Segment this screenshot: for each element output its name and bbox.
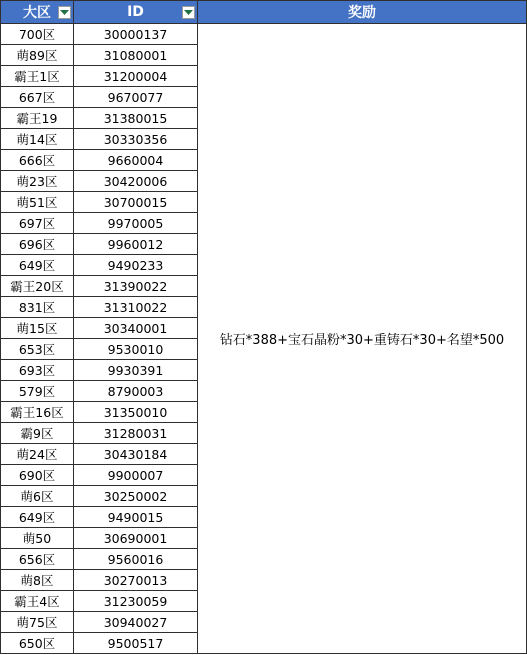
id-cell[interactable]: 9530010 bbox=[74, 339, 198, 360]
id-cell[interactable]: 9660004 bbox=[74, 150, 198, 171]
id-cell[interactable]: 31390022 bbox=[74, 276, 198, 297]
region-cell[interactable]: 霸王4区 bbox=[1, 591, 74, 612]
table-row bbox=[1, 24, 527, 45]
region-cell[interactable]: 萌23区 bbox=[1, 171, 74, 192]
region-cell[interactable]: 700区 bbox=[1, 24, 74, 45]
id-cell[interactable]: 31230059 bbox=[74, 591, 198, 612]
region-cell[interactable]: 萌50 bbox=[1, 528, 74, 549]
id-cell[interactable]: 8790003 bbox=[74, 381, 198, 402]
header-region[interactable] bbox=[1, 1, 74, 24]
id-cell[interactable]: 9970005 bbox=[74, 213, 198, 234]
region-cell[interactable]: 萌14区 bbox=[1, 129, 74, 150]
region-cell[interactable]: 萌6区 bbox=[1, 486, 74, 507]
region-cell[interactable]: 霸9区 bbox=[1, 423, 74, 444]
id-cell[interactable]: 30000137 bbox=[74, 24, 198, 45]
header-region-label: 大区 bbox=[23, 5, 51, 21]
region-cell[interactable]: 693区 bbox=[1, 360, 74, 381]
region-cell[interactable]: 霸王1区 bbox=[1, 66, 74, 87]
region-cell[interactable]: 697区 bbox=[1, 213, 74, 234]
filter-dropdown-icon[interactable] bbox=[182, 6, 195, 19]
id-cell[interactable]: 31310022 bbox=[74, 297, 198, 318]
region-cell[interactable]: 萌51区 bbox=[1, 192, 74, 213]
region-cell[interactable]: 696区 bbox=[1, 234, 74, 255]
region-cell[interactable]: 656区 bbox=[1, 549, 74, 570]
header-id-label: ID bbox=[127, 4, 144, 20]
id-cell[interactable]: 30700015 bbox=[74, 192, 198, 213]
filter-dropdown-icon[interactable] bbox=[58, 6, 71, 19]
id-cell[interactable]: 30420006 bbox=[74, 171, 198, 192]
id-cell[interactable]: 30250002 bbox=[74, 486, 198, 507]
id-cell[interactable]: 30340001 bbox=[74, 318, 198, 339]
id-cell[interactable]: 31080001 bbox=[74, 45, 198, 66]
region-cell[interactable]: 霸王19 bbox=[1, 108, 74, 129]
header-id[interactable] bbox=[74, 1, 198, 24]
region-cell[interactable]: 649区 bbox=[1, 507, 74, 528]
reward-cell[interactable]: 钻石*388+宝石晶粉*30+重铸石*30+名望*500 bbox=[198, 24, 527, 654]
region-cell[interactable]: 萌8区 bbox=[1, 570, 74, 591]
region-cell[interactable]: 831区 bbox=[1, 297, 74, 318]
id-cell[interactable]: 9560016 bbox=[74, 549, 198, 570]
region-cell[interactable]: 萌24区 bbox=[1, 444, 74, 465]
region-cell[interactable]: 653区 bbox=[1, 339, 74, 360]
id-cell[interactable]: 9490015 bbox=[74, 507, 198, 528]
region-cell[interactable]: 萌89区 bbox=[1, 45, 74, 66]
region-cell[interactable]: 667区 bbox=[1, 87, 74, 108]
id-cell[interactable]: 9930391 bbox=[74, 360, 198, 381]
id-cell[interactable]: 9490233 bbox=[74, 255, 198, 276]
id-cell[interactable]: 30270013 bbox=[74, 570, 198, 591]
id-cell[interactable]: 9900007 bbox=[74, 465, 198, 486]
region-cell[interactable]: 萌75区 bbox=[1, 612, 74, 633]
region-cell[interactable]: 666区 bbox=[1, 150, 74, 171]
id-cell[interactable]: 9500517 bbox=[74, 633, 198, 654]
region-cell[interactable]: 579区 bbox=[1, 381, 74, 402]
header-reward-label: 奖励 bbox=[348, 5, 376, 21]
id-cell[interactable]: 9670077 bbox=[74, 87, 198, 108]
id-cell[interactable]: 30430184 bbox=[74, 444, 198, 465]
id-cell[interactable]: 30940027 bbox=[74, 612, 198, 633]
id-cell[interactable]: 31350010 bbox=[74, 402, 198, 423]
id-cell[interactable]: 31280031 bbox=[74, 423, 198, 444]
id-cell[interactable]: 31380015 bbox=[74, 108, 198, 129]
region-cell[interactable]: 霸王16区 bbox=[1, 402, 74, 423]
header-row bbox=[1, 1, 527, 24]
id-cell[interactable]: 31200004 bbox=[74, 66, 198, 87]
region-cell[interactable]: 690区 bbox=[1, 465, 74, 486]
id-cell[interactable]: 30690001 bbox=[74, 528, 198, 549]
region-cell[interactable]: 霸王20区 bbox=[1, 276, 74, 297]
region-cell[interactable]: 萌15区 bbox=[1, 318, 74, 339]
id-cell[interactable]: 9960012 bbox=[74, 234, 198, 255]
region-cell[interactable]: 650区 bbox=[1, 633, 74, 654]
header-reward[interactable] bbox=[198, 1, 527, 24]
region-cell[interactable]: 649区 bbox=[1, 255, 74, 276]
id-cell[interactable]: 30330356 bbox=[74, 129, 198, 150]
